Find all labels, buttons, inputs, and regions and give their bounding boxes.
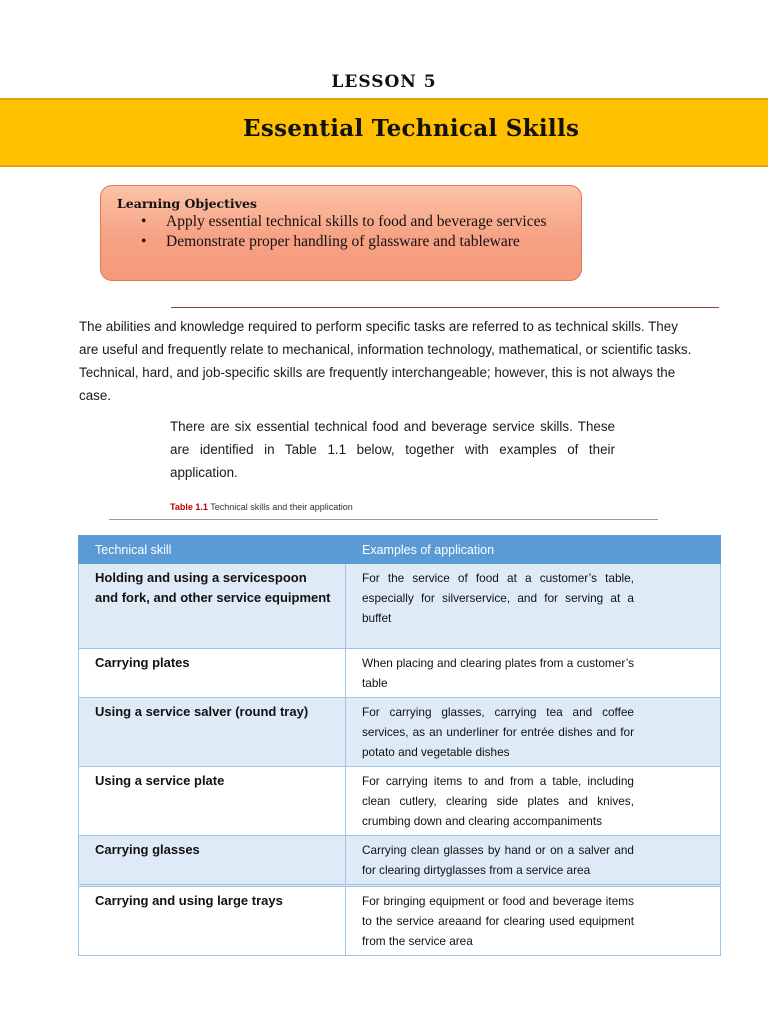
- skill-cell: Carrying glasses: [79, 836, 346, 886]
- section-divider: [171, 307, 719, 308]
- caption-divider: [109, 519, 658, 520]
- table-caption: [170, 502, 353, 512]
- objective-text: Demonstrate proper handling of glassware and tableware: [166, 233, 520, 250]
- objective-item: [101, 213, 581, 231]
- header-technical-skill: Technical skill: [79, 536, 346, 564]
- skill-cell: Using a service salver (round tray): [79, 698, 346, 767]
- table-row: [79, 767, 721, 836]
- example-cell: For bringing equipment or food and beverage items to the service areaand for clearing used equipment from the service area: [346, 886, 721, 956]
- example-cell: When placing and clearing plates from a customer’s table: [346, 649, 721, 698]
- skills-table: [78, 535, 721, 956]
- example-cell: For carrying items to and from a table, including clean cutlery, clearing side plates and knives, crumbing down and clearing accompaniments: [346, 767, 721, 836]
- objective-item: [101, 233, 581, 251]
- page-title: Essential Technical Skills: [243, 115, 580, 142]
- intro-paragraph: The abilities and knowledge required to perform specific tasks are referred to as technical skills. They are useful and frequently relate to mechanical, information technology, mathematical, or scientific tasks. Technical, hard, and job-specific skills are frequently interchangeable; however, this is not always the case.: [79, 319, 692, 403]
- objectives-list: [101, 213, 581, 253]
- table-header-row: [79, 536, 721, 564]
- learning-objectives-box: [100, 185, 582, 281]
- table-row: [79, 886, 721, 956]
- skill-cell: Carrying plates: [79, 649, 346, 698]
- lesson-number: LESSON 5: [331, 72, 437, 92]
- skills-paragraph: There are six essential technical food and beverage service skills. These are identified in Table 1.1 below, together with examples of their application.: [170, 419, 615, 480]
- title-banner: [0, 98, 768, 167]
- table-row: [79, 649, 721, 698]
- objective-text: Apply essential technical skills to food and beverage services: [166, 213, 547, 230]
- bullet-icon: •: [141, 233, 147, 250]
- caption-label: Table 1.1: [170, 502, 208, 512]
- example-cell: For carrying glasses, carrying tea and coffee services, as an underliner for entrée dishes and for potato and vegetable dishes: [346, 698, 721, 767]
- skill-cell: Carrying and using large trays: [79, 886, 346, 956]
- header-examples: Examples of application: [346, 536, 721, 564]
- example-cell: For the service of food at a customer’s table, especially for silverservice, and for serving at a buffet: [346, 564, 721, 649]
- caption-text: Technical skills and their application: [207, 502, 353, 512]
- table-row: [79, 836, 721, 886]
- bullet-icon: •: [141, 213, 147, 230]
- objectives-heading: Learning Objectives: [117, 196, 257, 211]
- skill-cell: Holding and using a servicespoon and fork, and other service equipment: [79, 564, 346, 649]
- table-row: [79, 564, 721, 649]
- skill-cell: Using a service plate: [79, 767, 346, 836]
- table-row: [79, 698, 721, 767]
- example-cell: Carrying clean glasses by hand or on a salver and for clearing dirtyglasses from a service area: [346, 836, 721, 886]
